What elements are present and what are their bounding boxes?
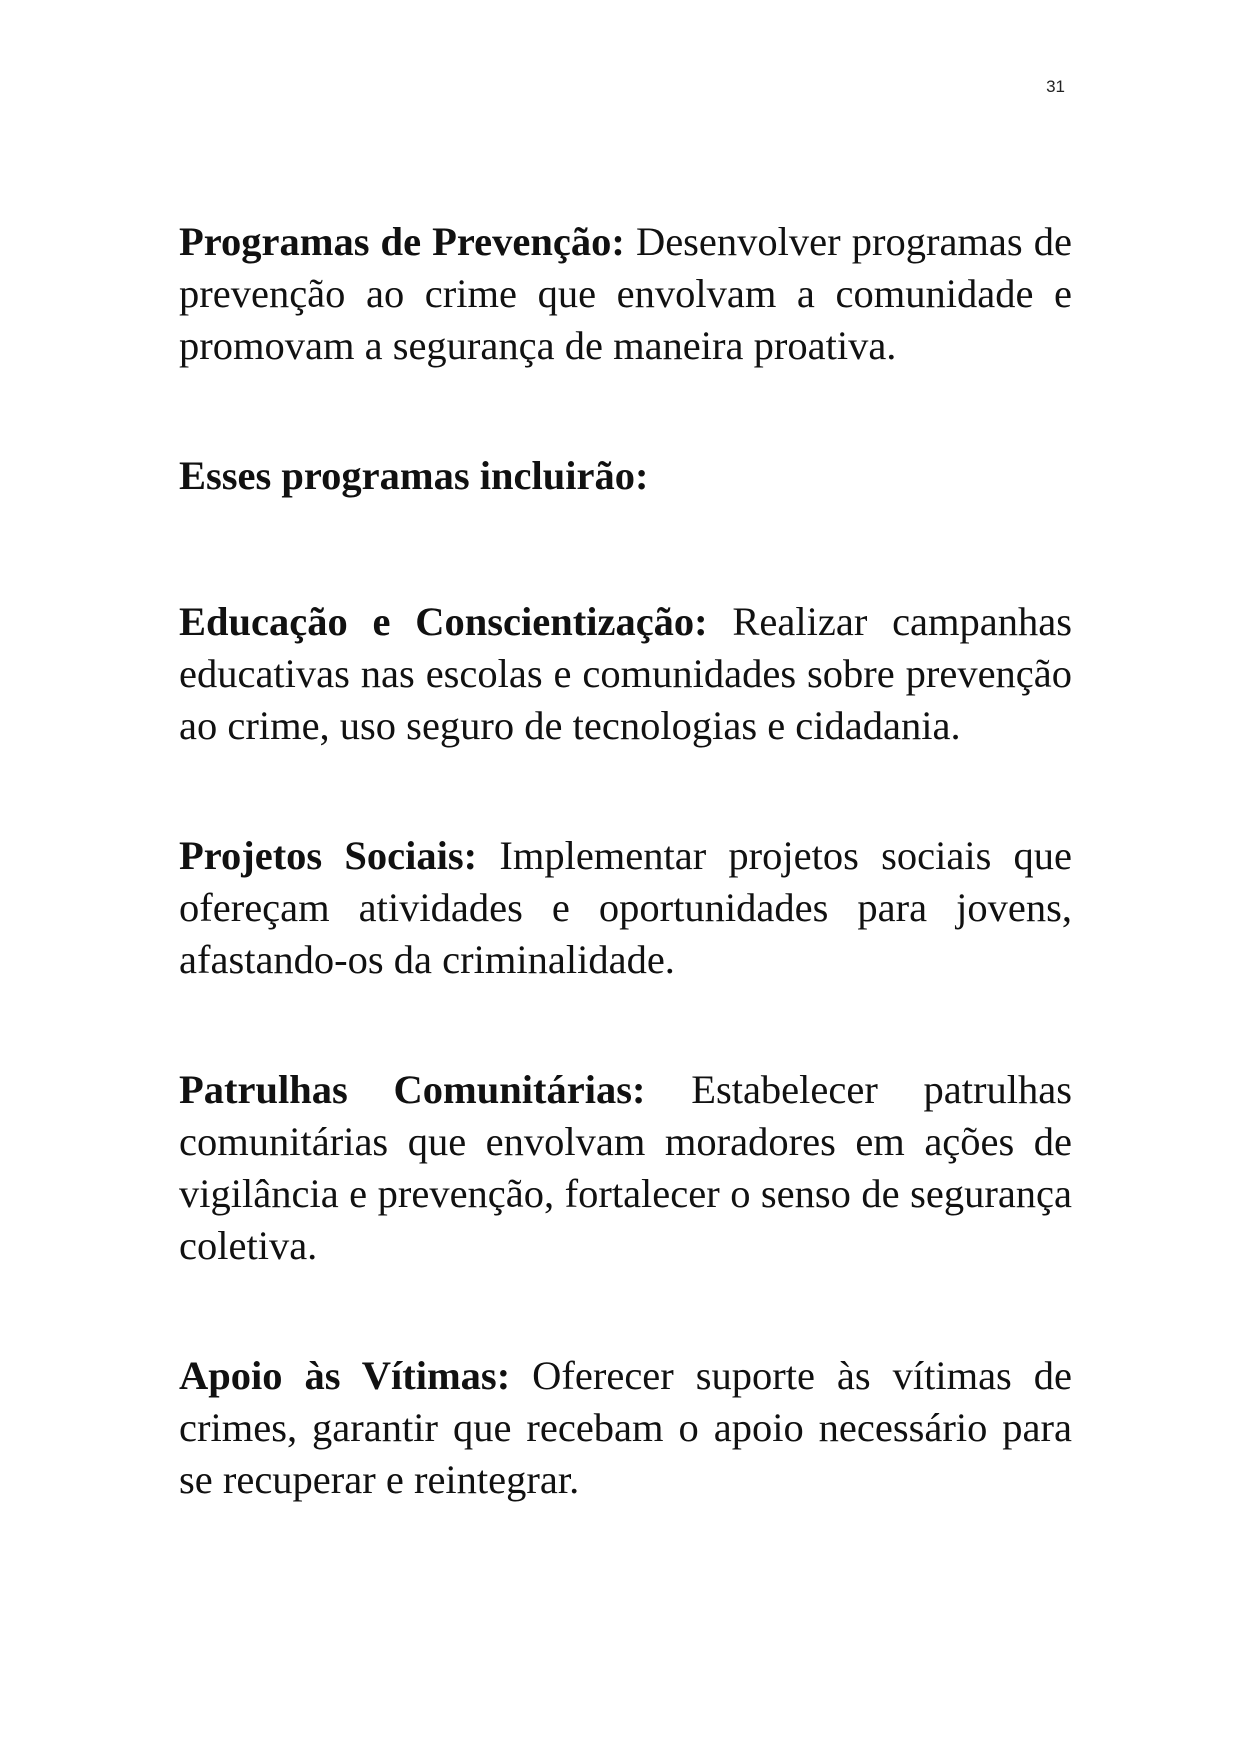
- paragraph-prevention-programs: [179, 216, 1072, 372]
- paragraph-text: Implementar projetos sociais que ofereçam atividades e oportunidades para jovens, afastando-os da criminalidade.: [179, 833, 1072, 982]
- paragraph-text: Estabelecer patrulhas comunitárias que envolvam moradores em ações de vigilância e prevenção, fortalecer o senso de segurança coletiva.: [179, 1067, 1072, 1268]
- paragraph-community-patrols: [179, 1064, 1072, 1272]
- paragraph-title: Apoio às Vítimas:: [179, 1353, 511, 1398]
- paragraph-title: Patrulhas Comunitárias:: [179, 1067, 646, 1112]
- paragraph-title: Educação e Conscientização:: [179, 599, 708, 644]
- paragraph-victim-support: [179, 1350, 1072, 1506]
- paragraph-programs-include: [179, 450, 1072, 502]
- paragraph-text: Oferecer suporte às vítimas de crimes, garantir que recebam o apoio necessário para se recuperar e reintegrar.: [179, 1353, 1072, 1502]
- paragraph-text: Realizar campanhas educativas nas escolas e comunidades sobre prevenção ao crime, uso seguro de tecnologias e cidadania.: [179, 599, 1072, 748]
- paragraph-title: Projetos Sociais:: [179, 833, 478, 878]
- document-body: [179, 216, 1072, 1584]
- paragraph-education-awareness: [179, 596, 1072, 752]
- paragraph-social-projects: [179, 830, 1072, 986]
- section-heading: Esses programas incluirão:: [179, 453, 649, 498]
- paragraph-title: Programas de Prevenção:: [179, 219, 625, 264]
- paragraph-text: Desenvolver programas de prevenção ao crime que envolvam a comunidade e promovam a segurança de maneira proativa.: [179, 219, 1072, 368]
- page-number: 31: [1046, 77, 1065, 96]
